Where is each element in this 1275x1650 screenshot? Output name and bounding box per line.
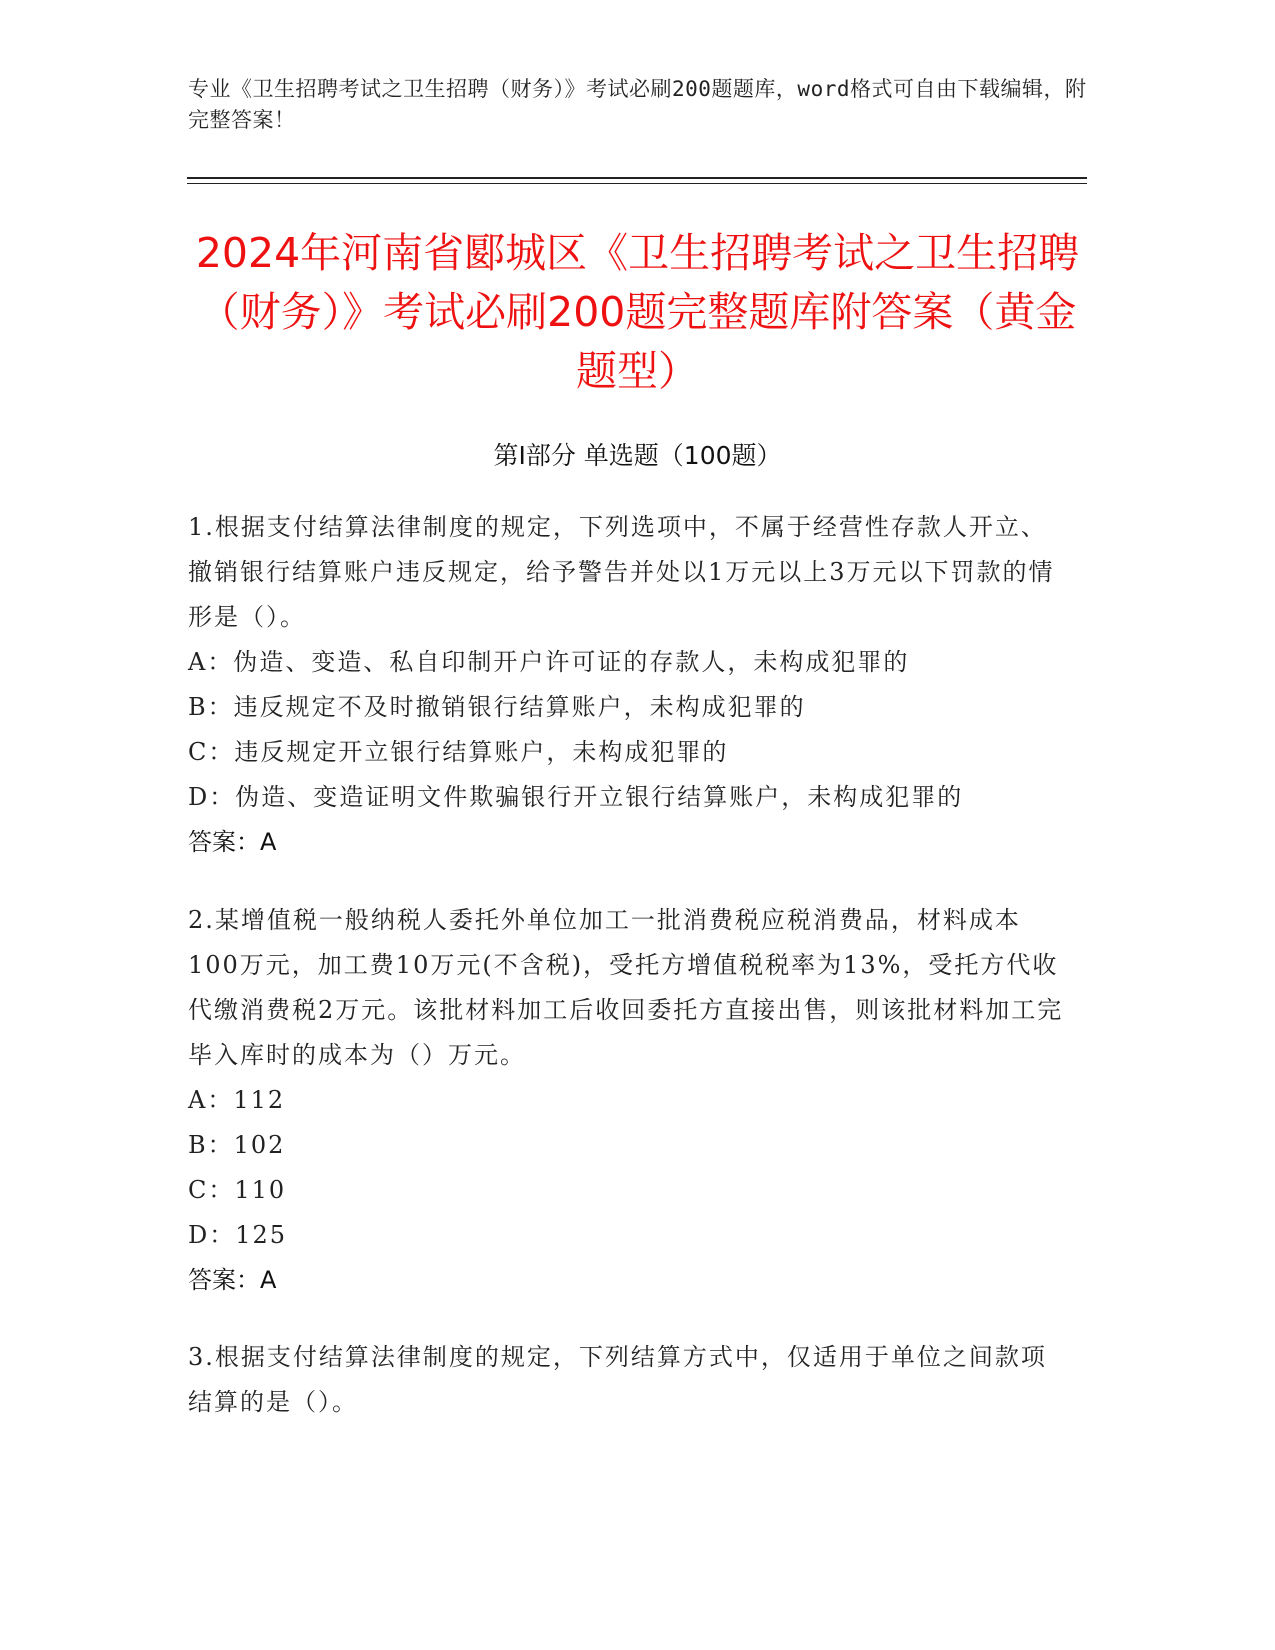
header-note: 专业《卫生招聘考试之卫生招聘（财务）》考试必刷200题题库，word格式可自由下载编辑，附完整答案！	[188, 77, 1087, 132]
option-b: B：违反规定不及时撤销银行结算账户，未构成犯罪的	[188, 693, 806, 721]
answer-line: 答案：A	[188, 828, 277, 856]
question-2	[188, 898, 1068, 1303]
header-divider-thin	[187, 183, 1087, 184]
option-d: D：125	[188, 1221, 288, 1249]
question-stem: 2.某增值税一般纳税人委托外单位加工一批消费税应税消费品，材料成本100万元，加工费10万元(不含税)，受托方增值税税率为13%，受托方代收代缴消费税2万元。该批材料加工后收回委托方直接出售，则该批材料加工完毕入库时的成本为（）万元。	[188, 906, 1064, 1069]
question-1	[188, 505, 1068, 865]
option-d: D：伪造、变造证明文件欺骗银行开立银行结算账户，未构成犯罪的	[188, 783, 964, 811]
answer-line: 答案：A	[188, 1266, 277, 1294]
question-stem: 1.根据支付结算法律制度的规定，下列选项中，不属于经营性存款人开立、撤销银行结算账户违反规定，给予警告并处以1万元以上3万元以下罚款的情形是（）。	[188, 513, 1055, 631]
header-divider-thick	[187, 177, 1087, 179]
section-heading: 第Ⅰ部分 单选题（100题）	[493, 441, 782, 470]
option-a: A：112	[188, 1086, 286, 1114]
question-stem: 3.根据支付结算法律制度的规定，下列结算方式中，仅适用于单位之间款项结算的是（）。	[188, 1343, 1047, 1416]
document-title: 2024年河南省郾城区《卫生招聘考试之卫生招聘（财务）》考试必刷200题完整题库附答案（黄金题型）	[195, 229, 1080, 395]
option-a: A：伪造、变造、私自印制开户许可证的存款人，未构成犯罪的	[188, 648, 910, 676]
option-c: C：110	[188, 1176, 287, 1204]
option-c: C：违反规定开立银行结算账户，未构成犯罪的	[188, 738, 729, 766]
question-3	[188, 1335, 1068, 1425]
option-b: B：102	[188, 1131, 286, 1159]
